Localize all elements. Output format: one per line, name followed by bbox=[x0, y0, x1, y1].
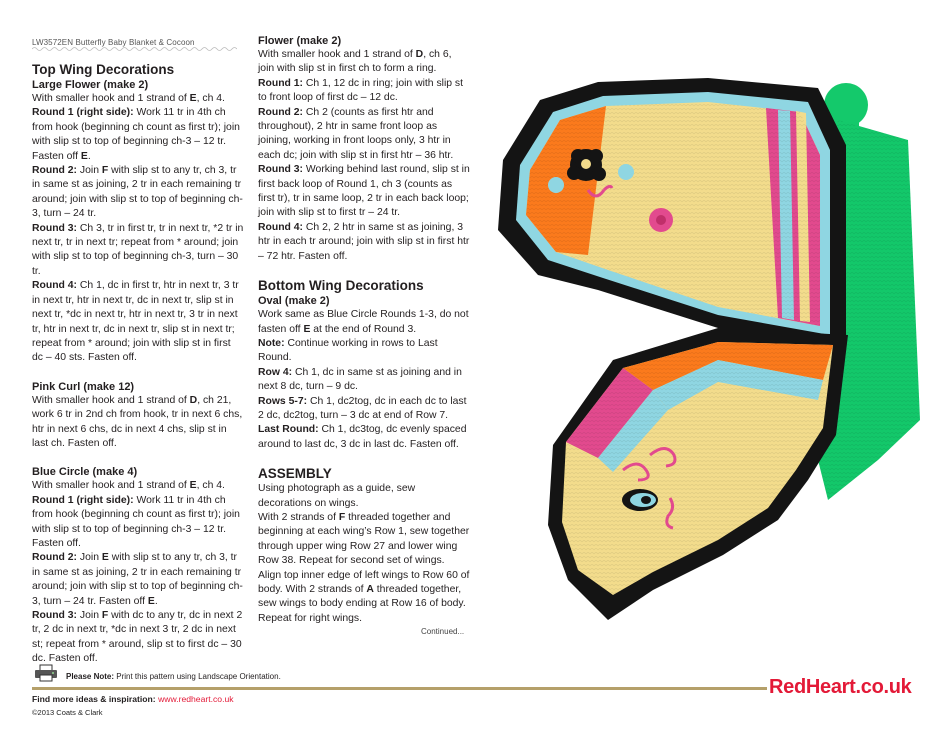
column-middle bbox=[258, 34, 470, 626]
large-flower-intro: With smaller hook and 1 strand of E, ch 4. bbox=[32, 93, 225, 104]
document-id: LW3572EN Butterfly Baby Blanket & Cocoon bbox=[32, 38, 195, 47]
blue-circle-round-2: Round 2: Join E with slip st to any tr, ch 3, tr in same st as joining, 2 tr in each remaining tr around; join with slip st to top of beginning ch-3, turn – 24 tr. Fasten off E. bbox=[32, 552, 243, 607]
oval-row-4: Row 4: Ch 1, dc in same st as joining and in next 8 dc, turn – 9 dc. bbox=[258, 366, 462, 393]
assembly-p1: Using photograph as a guide, sew decorations on wings. bbox=[258, 483, 416, 509]
black-flower bbox=[567, 149, 606, 181]
pink-curl-text: With smaller hook and 1 strand of D, ch 21, work 6 tr in 2nd ch from hook, tr in next 6 chs, htr in next 6 chs, dc in next 4 chs, slip st in last ch. Fasten off. bbox=[32, 394, 243, 449]
printer-icon bbox=[34, 664, 58, 682]
butterfly-photo bbox=[478, 60, 923, 620]
large-flower-round-1: Round 1 (right side): Work 11 tr in 4th ch from hook (beginning ch count as first tr); join with slip st to top of beginning ch-3 – 12 tr. Fasten off E. bbox=[32, 107, 240, 162]
bottom-wing bbox=[548, 328, 848, 620]
oval-note: Note: Continue working in rows to Last Round. bbox=[258, 337, 438, 364]
top-wing bbox=[498, 78, 846, 350]
website-link[interactable]: www.redheart.co.uk bbox=[158, 694, 234, 704]
oval-rows-5-7: Rows 5-7: Ch 1, dc2tog, dc in each dc to last 2 dc, dc2tog, turn – 3 dc at end of Row 7. bbox=[258, 395, 467, 421]
blue-circle-round-3: Round 3: Join F with dc to any tr, dc in next 2 tr, 2 dc in next tr, *dc in next 3 tr, 2 dc in next st; repeat from * around, slip st to first dc – 30 dc. Fasten off. bbox=[32, 610, 243, 665]
oval-title: Oval (make 2) bbox=[258, 295, 330, 308]
continued-label: Continued... bbox=[421, 627, 465, 636]
large-flower-round-3: Round 3: Ch 3, tr in first tr, tr in next tr, *2 tr in next tr, tr in next tr; repeat from * around; join with slip st to top of beginning ch-3, turn – 30 tr. bbox=[32, 222, 244, 277]
oval-intro: Work same as Blue Circle Rounds 1-3, do not fasten off E at the end of Round 3. bbox=[258, 309, 469, 335]
large-flower-title: Large Flower (make 2) bbox=[32, 79, 149, 91]
column-left bbox=[32, 62, 244, 667]
pink-curl-title: Pink Curl (make 12) bbox=[32, 380, 135, 393]
flower-round-3: Round 3: Working behind last round, slip st in first back loop of Round 1, ch 3 (counts as first tr), tr in same loop, 2 tr in each back loop; join with slip st to first tr – 24 tr. bbox=[258, 164, 470, 219]
assembly-title: ASSEMBLY bbox=[258, 466, 332, 482]
copyright: ©2013 Coats & Clark bbox=[32, 708, 103, 717]
wavy-divider bbox=[32, 46, 237, 52]
flower-round-4: Round 4: Ch 2, 2 htr in same st as joining, 3 htr in each tr around; join with slip st in first htr – 72 htr. Fasten off. bbox=[258, 221, 470, 262]
assembly-p2: With 2 strands of F threaded together and beginning at each wing’s Row 1, sew together through upper wing Row 27 and lower wing Row 38. Repeat for second set of wings. bbox=[258, 511, 470, 567]
blue-circle-round-1: Round 1 (right side): Work 11 tr in 4th ch from hook (beginning ch count as first tr); join with slip st to top of beginning ch-3 – 12 tr. Fasten off. bbox=[32, 494, 240, 549]
blue-circle-right bbox=[618, 164, 634, 180]
flower-intro: With smaller hook and 1 strand of D, ch 6, join with slip st in first ch to form a ring. bbox=[258, 49, 452, 75]
brand-logo[interactable]: RedHeart.co.uk bbox=[769, 676, 912, 698]
flower-round-2: Round 2: Ch 2 (counts as first htr and throughout), 2 htr in same front loop as joining, working in front loops only, 3 htr in each dc; join with slip st in first htr – 36 htr. bbox=[258, 106, 454, 161]
blue-circle-title: Blue Circle (make 4) bbox=[32, 466, 138, 479]
flower-title: Flower (make 2) bbox=[258, 35, 342, 47]
footer-rule bbox=[32, 687, 767, 690]
blue-circle-intro: With smaller hook and 1 strand of E, ch 4. bbox=[32, 480, 225, 492]
flower-round-1: Round 1: Ch 1, 12 dc in ring; join with slip st to front loop of first dc – 12 dc. bbox=[258, 77, 464, 104]
blue-circle-left bbox=[548, 177, 564, 193]
top-wing-title: Top Wing Decorations bbox=[32, 62, 175, 77]
assembly-p3: Align top inner edge of left wings to Row 60 of body. With 2 strands of A threaded together, sew wings to body ending at Row 16 of body. Repeat for right wings. bbox=[258, 569, 470, 624]
ideas-line: Find more ideas & inspiration: www.redheart.co.uk bbox=[32, 694, 234, 704]
large-flower-round-4: Round 4: Ch 1, dc in first tr, htr in next tr, 3 tr in next tr, htr in next tr, dc in next tr, slip st in next tr, *dc in next tr, htr in next tr, 3 tr in next tr, htr in next tr, dc in next tr, slip st in next tr; repeat from * around; join with slip st in first dc – 40 sts. Fasten off. bbox=[32, 280, 239, 364]
bottom-wing-title: Bottom Wing Decorations bbox=[258, 278, 424, 294]
oval-last-round: Last Round: Ch 1, dc3tog, dc evenly spaced around to last dc, 3 dc in last dc. Fasten off. bbox=[258, 424, 467, 450]
print-note: Please Note: Print this pattern using Landscape Orientation. bbox=[66, 672, 281, 681]
pink-flower bbox=[649, 208, 673, 232]
oval-eye bbox=[622, 489, 658, 511]
large-flower-round-2: Round 2: Join F with slip st to any tr, ch 3, tr in same st as joining, 2 tr in each remaining tr around; join with slip st to top of beginning ch-3, turn – 24 tr. bbox=[32, 165, 243, 220]
